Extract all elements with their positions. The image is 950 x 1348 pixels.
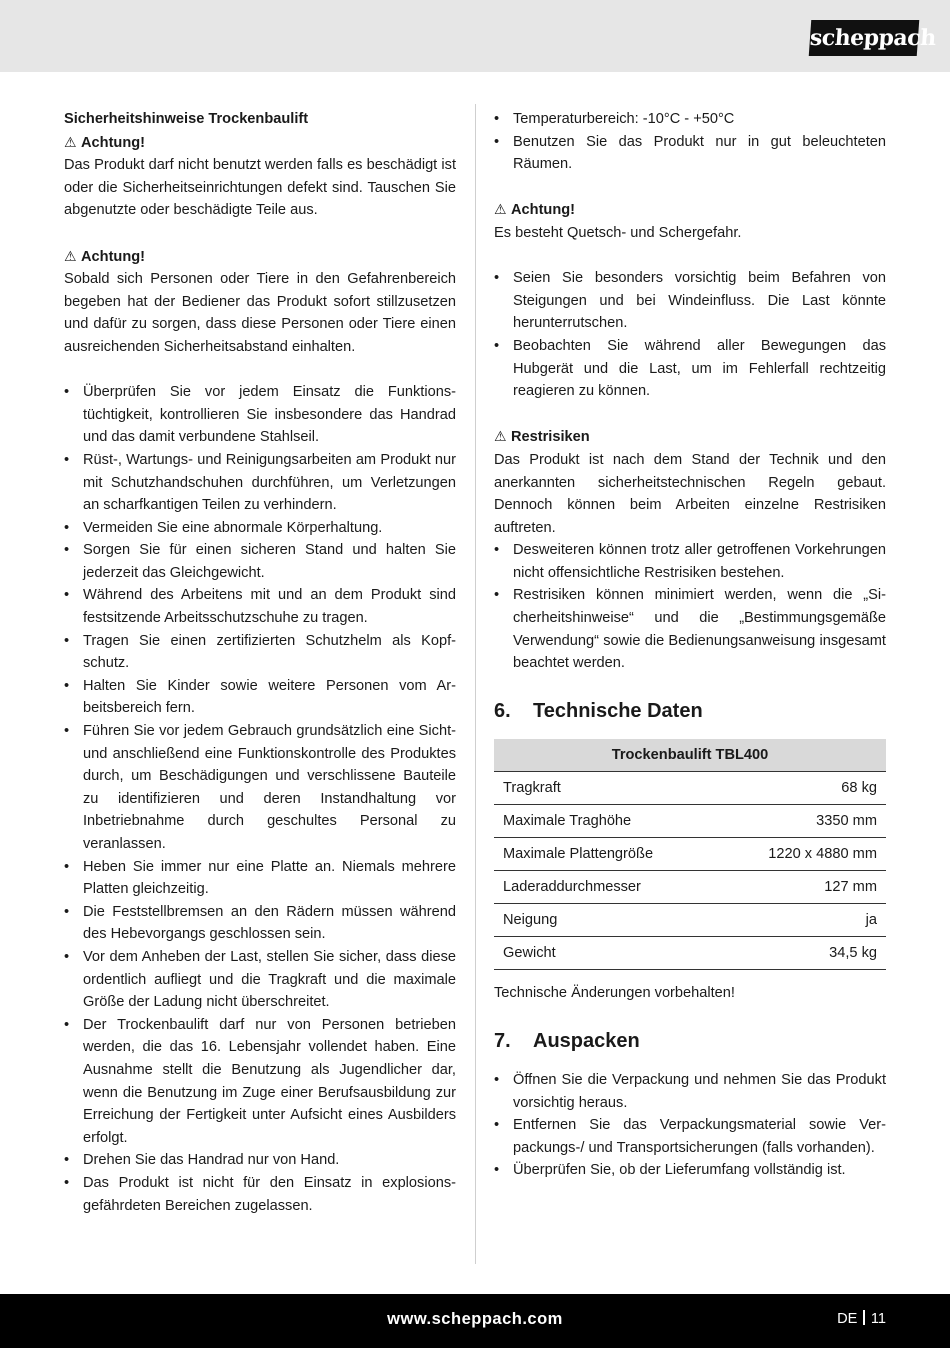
warning-triangle-icon: ⚠ [494, 201, 507, 218]
spec-label: Laderaddurchmesser [494, 871, 717, 904]
section-title: Auspacken [533, 1029, 640, 1052]
list-item: • Entfernen Sie das Verpackungsmaterial sowie Verpackungs-/ und Transportsicherungen (falls vorhanden). [494, 1114, 886, 1159]
table-row [494, 871, 886, 904]
list-item: • Desweiteren können trotz aller getroffenen Vorkehrungen nicht offensichtliche Restrisiken bestehen. [494, 539, 886, 584]
list-item: • Tragen Sie einen zertifizierten Schutzhelm als Kopfschutz. [64, 630, 456, 675]
separator [863, 1310, 865, 1325]
warning-heading [64, 245, 456, 269]
list-item: • Die Feststellbremsen an den Rädern müssen während des Hebevorgangs geschlossen sein. [64, 901, 456, 946]
list-item: • Benutzen Sie das Produkt nur in gut beleuchteten Räumen. [494, 131, 886, 176]
list-item: • Halten Sie Kinder sowie weitere Personen vom Arbeitsbereich fern. [64, 675, 456, 720]
table-row [494, 772, 886, 805]
warning-label: Achtung! [81, 134, 146, 151]
warning-label: Achtung! [511, 202, 576, 219]
warning-text: Sobald sich Personen oder Tiere in den Gefahrenbereich begeben hat der Bediener das Produkt sofort stillzusetzen und dafür zu sorgen, dass diese Personen oder Tiere einen ausreichenden Sicherheitsabstand einhalten. [64, 271, 456, 355]
website-link[interactable]: www.scheppach.com [387, 1310, 563, 1328]
spec-label: Maximale Traghöhe [494, 805, 717, 838]
list-item: • Der Trockenbaulift darf nur von Personen betrieben werden, die das 16. Lebensjahr vollendet haben. Eine Ausnahme stellt die Benutzung als Jugendlicher dar, wenn die Benutzung im Zuge einer Berufsausbildung zur Erreichung der Fertigkeit unter Aufsicht eines Ausbilders erfolgt. [64, 1014, 456, 1150]
spec-value: ja [717, 904, 886, 937]
list-item: • Temperaturbereich: -10°C - +50°C [494, 108, 886, 131]
list-item: • Rüst-, Wartungs- und Reinigungsarbeiten am Produkt nur mit Schutzhandschuhen durchführen, um Verletzungen an scharfkantigen Teilen zu verhindern. [64, 449, 456, 517]
warning-text: Das Produkt darf nicht benutzt werden falls es beschädigt ist oder die Sicherheitseinrichtungen defekt sind. Tauschen Sie abgenutzte oder beschädigte Teile aus. [64, 157, 456, 219]
safety-list [64, 381, 456, 1217]
list-item: • Vor dem Anheben der Last, stellen Sie sicher, dass diese ordentlich aufliegt und die Tragkraft und die maximale Größe der Ladung nicht überschreitet. [64, 946, 456, 1014]
list-item: • Restrisiken können minimiert werden, wenn die „Sicherheitshinweise“ und die „Bestimmungsgemäße Verwendung“ sowie die Bedienungsanweisung insgesamt beachtet werden. [494, 584, 886, 674]
spec-value: 34,5 kg [717, 937, 886, 970]
warning-heading [494, 198, 886, 222]
list-item: • Während des Arbeitens mit und an dem Produkt sind festsitzende Arbeitsschutzschuhe zu tragen. [64, 584, 456, 629]
environment-list [494, 108, 886, 176]
spec-label: Gewicht [494, 937, 717, 970]
footer [0, 1294, 950, 1348]
list-item: • Beobachten Sie während aller Bewegungen das Hubgerät und die Last, um im Fehlerfall rechtzeitig reagieren zu können. [494, 335, 886, 403]
page-indicator [837, 1294, 886, 1344]
list-item: • Überprüfen Sie, ob der Lieferumfang vollständig ist. [494, 1159, 886, 1182]
spec-value: 68 kg [717, 772, 886, 805]
restrisk-label: Restrisiken [511, 429, 590, 446]
table-row [494, 838, 886, 871]
unpack-list [494, 1069, 886, 1182]
warning-text: Es besteht Quetsch- und Schergefahr. [494, 224, 742, 241]
warning-triangle-icon: ⚠ [64, 133, 77, 150]
warning-triangle-icon: ⚠ [494, 428, 507, 445]
section-title: Sicherheitshinweise Trockenbaulift [64, 111, 309, 127]
list-item: • Vermeiden Sie eine abnormale Körperhaltung. [64, 517, 456, 540]
list-item: • Sorgen Sie für einen sicheren Stand und halten Sie jederzeit das Gleichgewicht. [64, 539, 456, 584]
table-row [494, 805, 886, 838]
spec-label: Tragkraft [494, 772, 717, 805]
spec-value: 3350 mm [717, 805, 886, 838]
restrisk-text: Das Produkt ist nach dem Stand der Technik und den anerkannten sicherheitstechnischen Regeln gebaut. Dennoch können beim Arbeiten einzelne Restrisiken auftreten. [494, 451, 886, 536]
section-heading-unpacking [494, 1027, 886, 1055]
list-item: • Drehen Sie das Handrad nur von Hand. [64, 1149, 456, 1172]
section-heading-technical-data [494, 697, 886, 725]
list-item: • Seien Sie besonders vorsichtig beim Befahren von Steigungen und bei Windeinfluss. Die Last könnte herunterrutschen. [494, 267, 886, 335]
list-item: • Führen Sie vor jedem Gebrauch grundsätzlich eine Sicht- und anschließend eine Funktionskontrolle des Produktes durch, um Beschädigungen und verschlissene Bauteile zu identifizieren und deren Instandhaltung vor Inbetriebnahme durch geschultes Personal zu veranlassen. [64, 720, 456, 856]
warning-heading [64, 131, 456, 155]
spec-label: Maximale Plattengröße [494, 838, 717, 871]
column-divider [475, 104, 476, 1264]
section-title: Technische Daten [533, 699, 703, 722]
right-column [494, 108, 886, 1182]
language-code: DE [837, 1311, 858, 1327]
spec-value: 127 mm [717, 871, 886, 904]
warning-triangle-icon: ⚠ [64, 247, 77, 264]
restrisk-list [494, 539, 886, 675]
caution-list [494, 267, 886, 403]
list-item: • Das Produkt ist nicht für den Einsatz in explosionsgefährdeten Bereichen zugelassen. [64, 1172, 456, 1217]
list-item: • Überprüfen Sie vor jedem Einsatz die Funktionstüchtigkeit, kontrollieren Sie insbesondere das Handrad und das damit verbundene Stahlseil. [64, 381, 456, 449]
tech-note: Technische Änderungen vorbehalten! [494, 985, 735, 1002]
header-band [0, 0, 950, 72]
spec-label: Neigung [494, 904, 717, 937]
spec-value: 1220 x 4880 mm [717, 838, 886, 871]
warning-heading [494, 425, 886, 449]
table-row [494, 937, 886, 970]
spec-table [494, 739, 886, 971]
left-column [64, 108, 456, 1217]
brand-logo: scheppach [809, 20, 920, 56]
page-number: 11 [870, 1311, 886, 1327]
warning-label: Achtung! [81, 248, 146, 265]
spec-table-header: Trockenbaulift TBL400 [494, 739, 886, 772]
list-item: • Heben Sie immer nur eine Platte an. Niemals mehrere Platten gleichzeitig. [64, 856, 456, 901]
section-number: 7. [494, 1029, 511, 1052]
list-item: • Öffnen Sie die Verpackung und nehmen Sie das Produkt vorsichtig heraus. [494, 1069, 886, 1114]
table-row [494, 904, 886, 937]
section-number: 6. [494, 699, 511, 722]
